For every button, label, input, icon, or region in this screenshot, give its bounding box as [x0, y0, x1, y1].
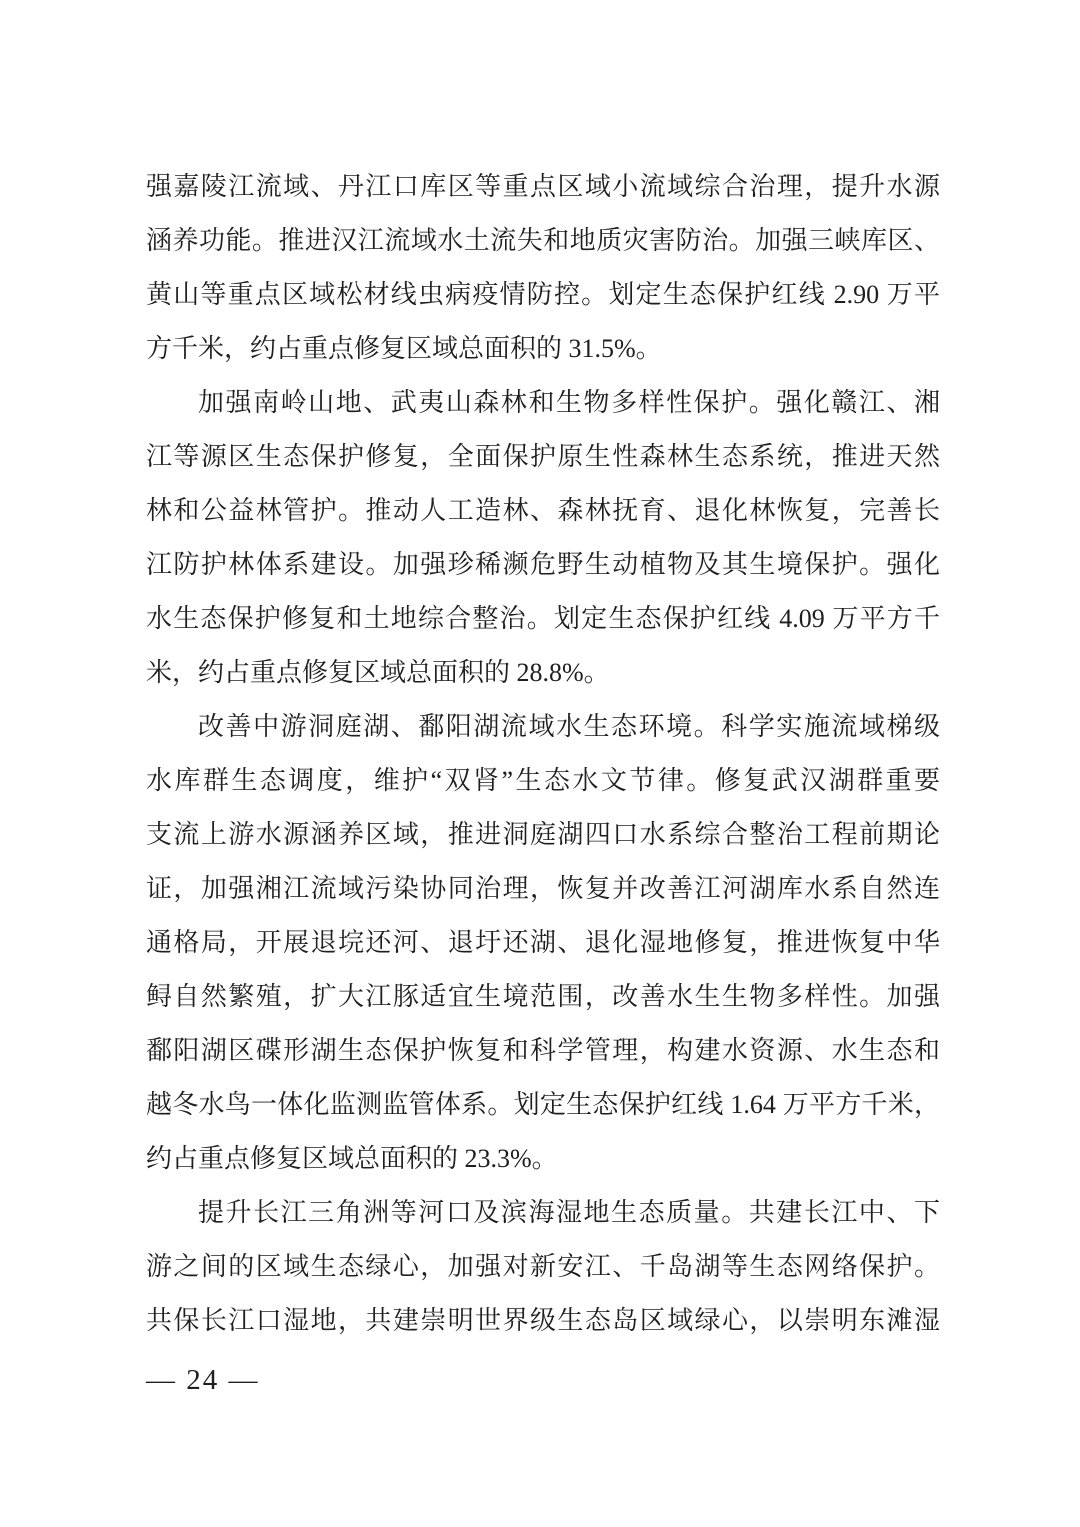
text-line: 鲟自然繁殖，扩大江豚适宜生境范围，改善水生生物多样性。加强 [146, 982, 940, 1011]
text-line: 江防护林体系建设。加强珍稀濒危野生动植物及其生境保护。强化 [146, 550, 940, 579]
text-line: 支流上游水源涵养区域，推进洞庭湖四口水系综合整治工程前期论 [146, 820, 940, 849]
page-footer [146, 1362, 260, 1398]
text-line: 越冬水鸟一体化监测监管体系。划定生态保护红线 1.64 万平方千米， [146, 1090, 940, 1119]
text-line: 水生态保护修复和土地综合整治。划定生态保护红线 4.09 万平方千 [146, 604, 940, 633]
text-line: 强嘉陵江流域、丹江口库区等重点区域小流域综合治理，提升水源 [146, 172, 940, 201]
text-line: 约占重点修复区域总面积的 23.3%。 [146, 1144, 558, 1173]
body-text [146, 160, 940, 1348]
text-line: 证，加强湘江流域污染协同治理，恢复并改善江河湖库水系自然连 [146, 874, 940, 903]
text-line: 涵养功能。推进汉江流域水土流失和地质灾害防治。加强三峡库区、 [146, 226, 940, 255]
text-line: 方千米，约占重点修复区域总面积的 31.5%。 [146, 334, 662, 363]
text-line: 米，约占重点修复区域总面积的 28.8%。 [146, 658, 610, 687]
text-line: 水库群生态调度，维护“双肾”生态水文节律。修复武汉湖群重要 [146, 766, 940, 795]
text-line: 改善中游洞庭湖、鄱阳湖流域水生态环境。科学实施流域梯级 [198, 712, 940, 741]
text-line: 共保长江口湿地，共建崇明世界级生态岛区域绿心，以崇明东滩湿 [146, 1306, 940, 1335]
text-line: 提升长江三角洲等河口及滨海湿地生态质量。共建长江中、下 [198, 1198, 940, 1227]
text-line: 游之间的区域生态绿心，加强对新安江、千岛湖等生态网络保护。 [146, 1252, 940, 1281]
text-line: 鄱阳湖区碟形湖生态保护恢复和科学管理，构建水资源、水生态和 [146, 1036, 940, 1065]
text-line: 通格局，开展退垸还河、退圩还湖、退化湿地修复，推进恢复中华 [146, 928, 940, 957]
text-line: 黄山等重点区域松材线虫病疫情防控。划定生态保护红线 2.90 万平 [146, 280, 940, 309]
page-number: — 24 — [146, 1364, 260, 1396]
text-line: 林和公益林管护。推动人工造林、森林抚育、退化林恢复，完善长 [146, 496, 940, 525]
text-line: 江等源区生态保护修复，全面保护原生性森林生态系统，推进天然 [146, 442, 940, 471]
text-line: 加强南岭山地、武夷山森林和生物多样性保护。强化赣江、湘 [198, 388, 940, 417]
